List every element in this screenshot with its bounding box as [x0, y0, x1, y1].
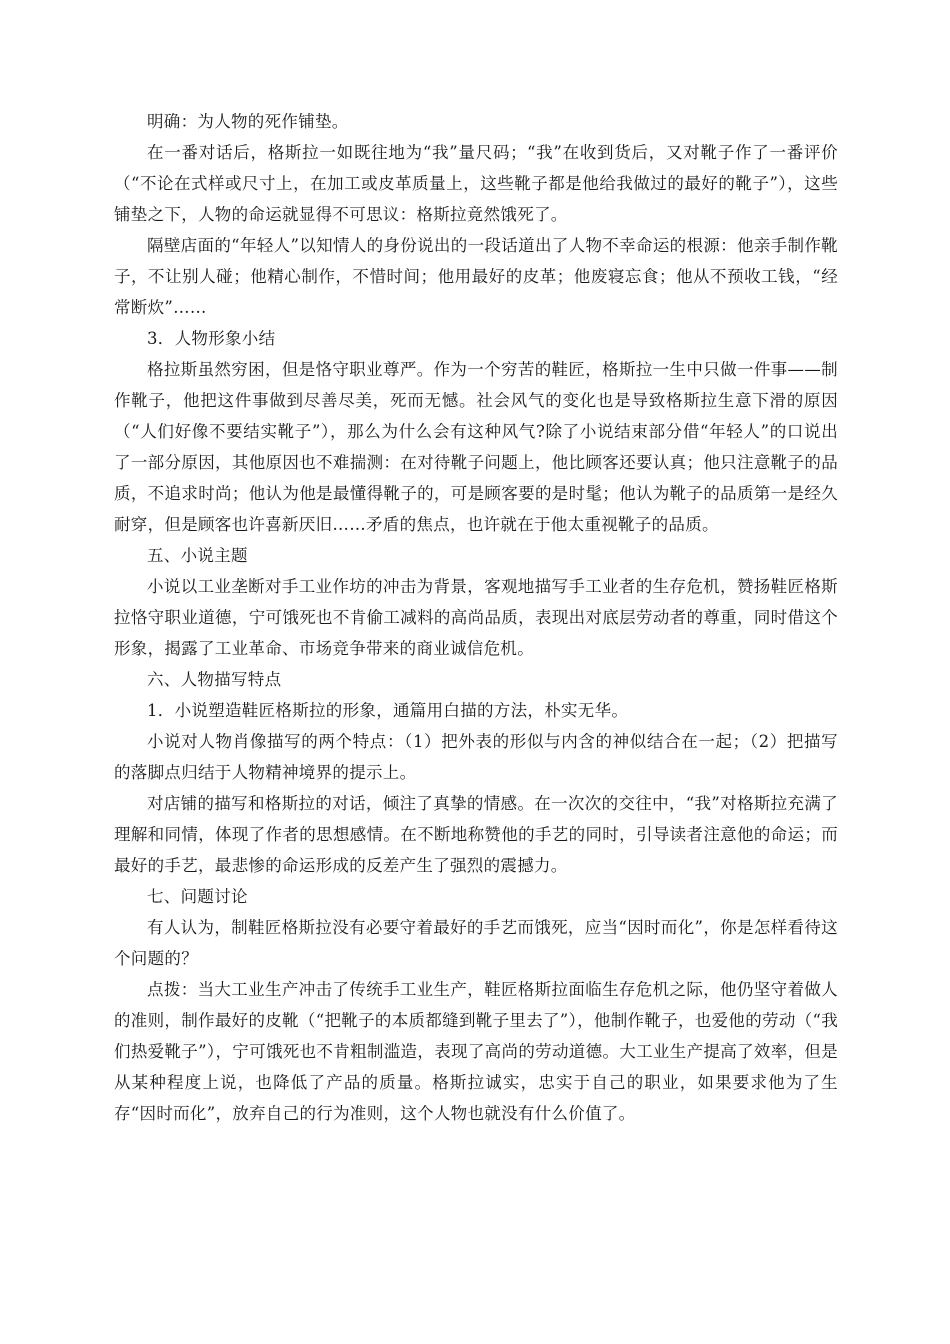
paragraph-portrait-features: 小说对人物肖像描写的两个特点：（1）把外表的形似与内含的神似结合在一起；（2）把描写的落脚点归结于人物精神境界的提示上。 [114, 732, 838, 782]
paragraph-young-man-account: 隔壁店面的“年轻人”以知情人的身份说出的一段话道出了人物不幸命运的根源：他亲手制作靴子，不让别人碰；他精心制作，不惜时间；他用最好的皮革；他废寝忘食；他从不预收工钱，“经常断炊”…… [114, 236, 838, 317]
paragraph-clarification: 明确：为人物的死作铺垫。 [147, 112, 349, 131]
document-body [114, 106, 838, 1129]
paragraph-character-summary: 格拉斯虽然穷困，但是恪守职业尊严。作为一个穷苦的鞋匠，格斯拉一生中只做一件事——制作靴子，他把这件事做到尽善尽美，死而无憾。社会风气的变化也是导致格斯拉生意下滑的原因（“人们好像不要结实靴子”），那么为什么会有这种风气?除了小说结束部分借“年轻人”的口说出了一部分原因，其他原因也不难揣测：在对待靴子问题上，他比顾客还要认真；他只注意靴子的品质，不追求时尚；他认为他是最懂得靴子的，可是顾客要的是时髦；他认为靴子的品质第一是经久耐穿，但是顾客也许喜新厌旧……矛盾的焦点，也许就在于他太重视靴子的品质。 [114, 360, 838, 534]
paragraph-characterization-1: 1．小说塑造鞋匠格斯拉的形象，通篇用白描的方法，朴实无华。 [147, 701, 629, 720]
section-heading-character-summary: 3．人物形象小结 [147, 329, 276, 348]
section-heading-characterization: 六、人物描写特点 [147, 670, 282, 689]
section-heading-theme: 五、小说主题 [147, 546, 248, 565]
paragraph-dialogue-foreshadowing: 在一番对话后，格斯拉一如既往地为“我”量尺码；“我”在收到货后，又对靴子作了一番评价（“不论在式样或尺寸上，在加工或皮革质量上，这些靴子都是他给我做过的最好的靴子”），这些铺垫之下，人物的命运就显得不可思议：格斯拉竟然饿死了。 [114, 143, 838, 224]
paragraph-discussion-question: 有人认为，制鞋匠格斯拉没有必要守着最好的手艺而饿死，应当“因时而化”，你是怎样看待这个问题的？ [114, 918, 838, 968]
paragraph-discussion-answer: 点拨：当大工业生产冲击了传统手工业生产，鞋匠格斯拉面临生存危机之际，他仍坚守着做人的准则，制作最好的皮靴（“把靴子的本质都缝到靴子里去了”），他制作靴子，也爱他的劳动（“我们热爱靴子”），宁可饿死也不肯粗制滥造，表现了高尚的劳动道德。大工业生产提高了效率，但是从某种程度上说，也降低了产品的质量。格斯拉诚实，忠实于自己的职业，如果要求他为了生存“因时而化”，放弃自己的行为准则，这个人物也就没有什么价值了。 [114, 980, 838, 1123]
paragraph-shop-description: 对店铺的描写和格斯拉的对话，倾注了真挚的情感。在一次次的交往中，“我”对格斯拉充满了理解和同情，体现了作者的思想感情。在不断地称赞他的手艺的同时，引导读者注意他的命运；而最好的手艺，最悲惨的命运形成的反差产生了强烈的震撼力。 [114, 794, 838, 875]
paragraph-theme: 小说以工业垄断对手工业作坊的冲击为背景，客观地描写手工业者的生存危机，赞扬鞋匠格斯拉恪守职业道德，宁可饿死也不肯偷工减料的高尚品质，表现出对底层劳动者的尊重，同时借这个形象，揭露了工业革命、市场竞争带来的商业诚信危机。 [114, 577, 838, 658]
section-heading-discussion: 七、问题讨论 [147, 887, 248, 906]
